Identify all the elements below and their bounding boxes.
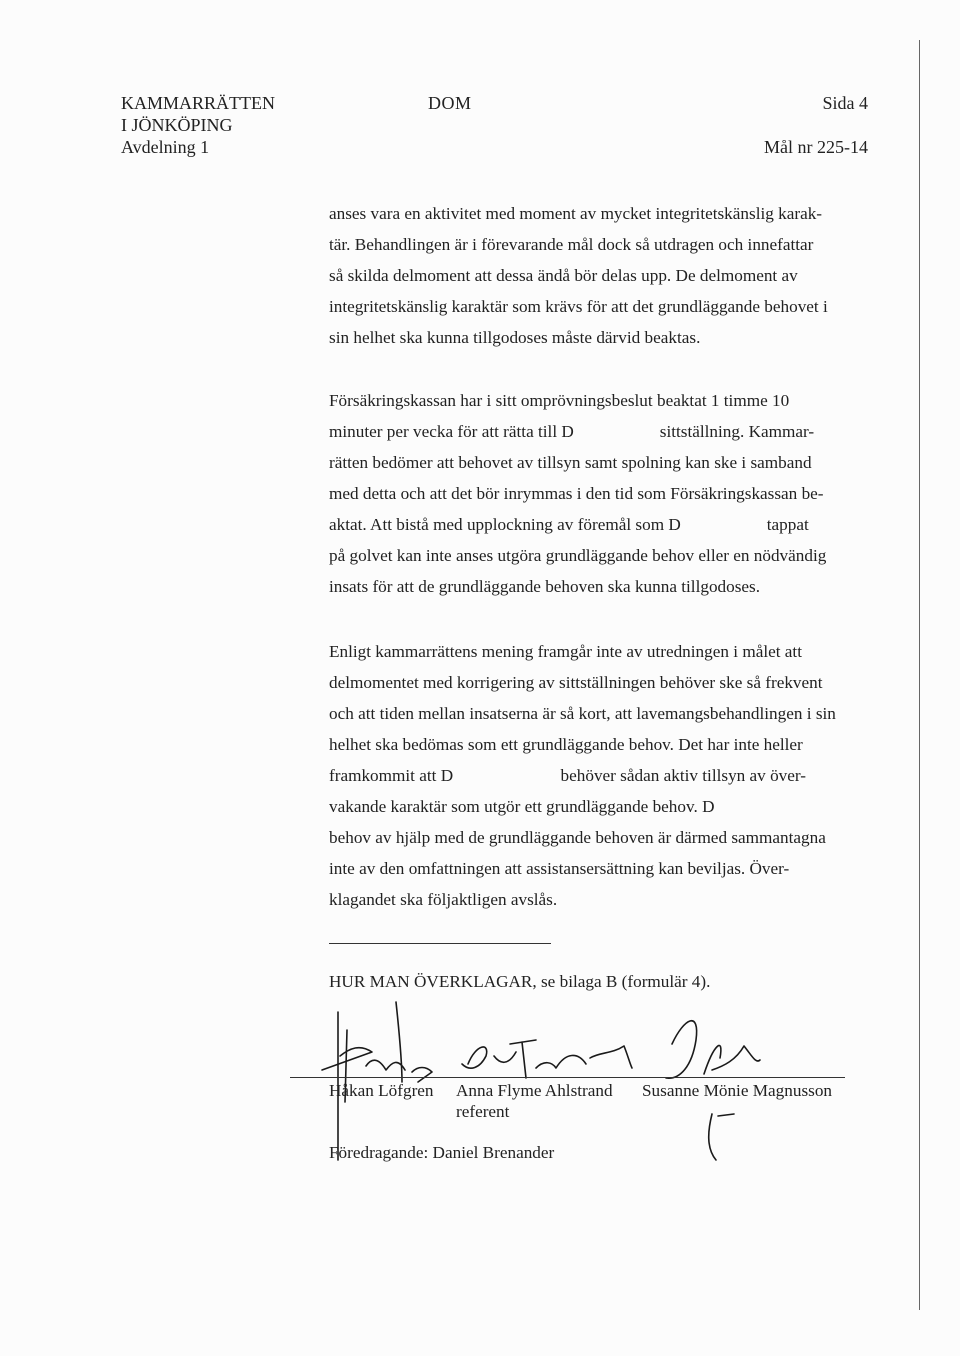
text-line: vakande karaktär som utgör ett grundläggande behov. D bbox=[329, 797, 715, 816]
signatory-name: Håkan Löfgren bbox=[329, 1081, 434, 1100]
text-line: och att tiden mellan insatserna är så kort, att lavemangsbehandlingen i sin bbox=[329, 704, 836, 723]
case-number: Mål nr 225-14 bbox=[764, 137, 868, 157]
text-line: Försäkringskassan har i sitt omprövningsbeslut beaktat 1 timme 10 bbox=[329, 391, 790, 410]
paragraph-3 bbox=[329, 636, 869, 915]
paragraph-2 bbox=[329, 385, 869, 602]
signatory-name: Susanne Mönie Magnusson bbox=[642, 1081, 833, 1100]
text-line: delmomentet med korrigering av sittställningen behöver ske så frekvent bbox=[329, 673, 823, 692]
paragraph-1 bbox=[329, 198, 869, 353]
court-name-line1: KAMMARRÄTTEN bbox=[121, 93, 276, 113]
text-line: framkommit att D behöver sådan aktiv tillsyn av över- bbox=[329, 766, 806, 785]
rapporteur: Föredragande: Daniel Brenander bbox=[329, 1143, 555, 1162]
page-number: Sida 4 bbox=[822, 93, 868, 113]
signatory-name: Anna Flyme Ahlstrand bbox=[456, 1081, 613, 1100]
signature-line bbox=[290, 1077, 845, 1078]
text-line: inte av den omfattningen att assistansersättning kan beviljas. Över- bbox=[329, 859, 790, 878]
separator-line bbox=[329, 943, 551, 944]
text-line: så skilda delmoment att dessa ändå bör delas upp. De delmoment av bbox=[329, 266, 798, 285]
court-header bbox=[121, 92, 275, 158]
text-line: behov av hjälp med de grundläggande behoven är därmed sammantagna bbox=[329, 828, 826, 847]
text-line: anses vara en aktivitet med moment av mycket integritetskänslig karak- bbox=[329, 204, 823, 223]
text-line: tär. Behandlingen är i förevarande mål dock så utdragen och innefattar bbox=[329, 235, 814, 254]
scan-edge-line bbox=[919, 40, 920, 1310]
division: Avdelning 1 bbox=[121, 137, 210, 157]
text-line: helhet ska bedömas som ett grundläggande behov. Det har inte heller bbox=[329, 735, 803, 754]
text-line: på golvet kan inte anses utgöra grundläggande behov eller en nödvändig bbox=[329, 546, 827, 565]
text-line: minuter per vecka för att rätta till D sittställning. Kammar- bbox=[329, 422, 815, 441]
text-line: insats för att de grundläggande behoven ska kunna tillgodoses. bbox=[329, 577, 761, 596]
document-type: DOM bbox=[428, 93, 472, 113]
text-line: aktat. Att bistå med upplockning av föremål som D tappat bbox=[329, 515, 809, 534]
text-line: med detta och att det bör inrymmas i den tid som Försäkringskassan be- bbox=[329, 484, 824, 503]
text-line: integritetskänslig karaktär som krävs för att det grundläggande behovet i bbox=[329, 297, 828, 316]
text-line: rätten bedömer att behovet av tillsyn samt spolning kan ske i samband bbox=[329, 453, 812, 472]
page-info bbox=[764, 92, 868, 158]
appeal-instructions: HUR MAN ÖVERKLAGAR, se bilaga B (formulär 4). bbox=[329, 972, 711, 991]
text-line: klagandet ska följaktligen avslås. bbox=[329, 890, 558, 909]
court-name-line2: I JÖNKÖPING bbox=[121, 115, 233, 135]
text-line: Enligt kammarrättens mening framgår inte av utredningen i målet att bbox=[329, 642, 802, 661]
text-line: sin helhet ska kunna tillgodoses måste därvid beaktas. bbox=[329, 328, 701, 347]
signatory-role: referent bbox=[456, 1102, 510, 1121]
